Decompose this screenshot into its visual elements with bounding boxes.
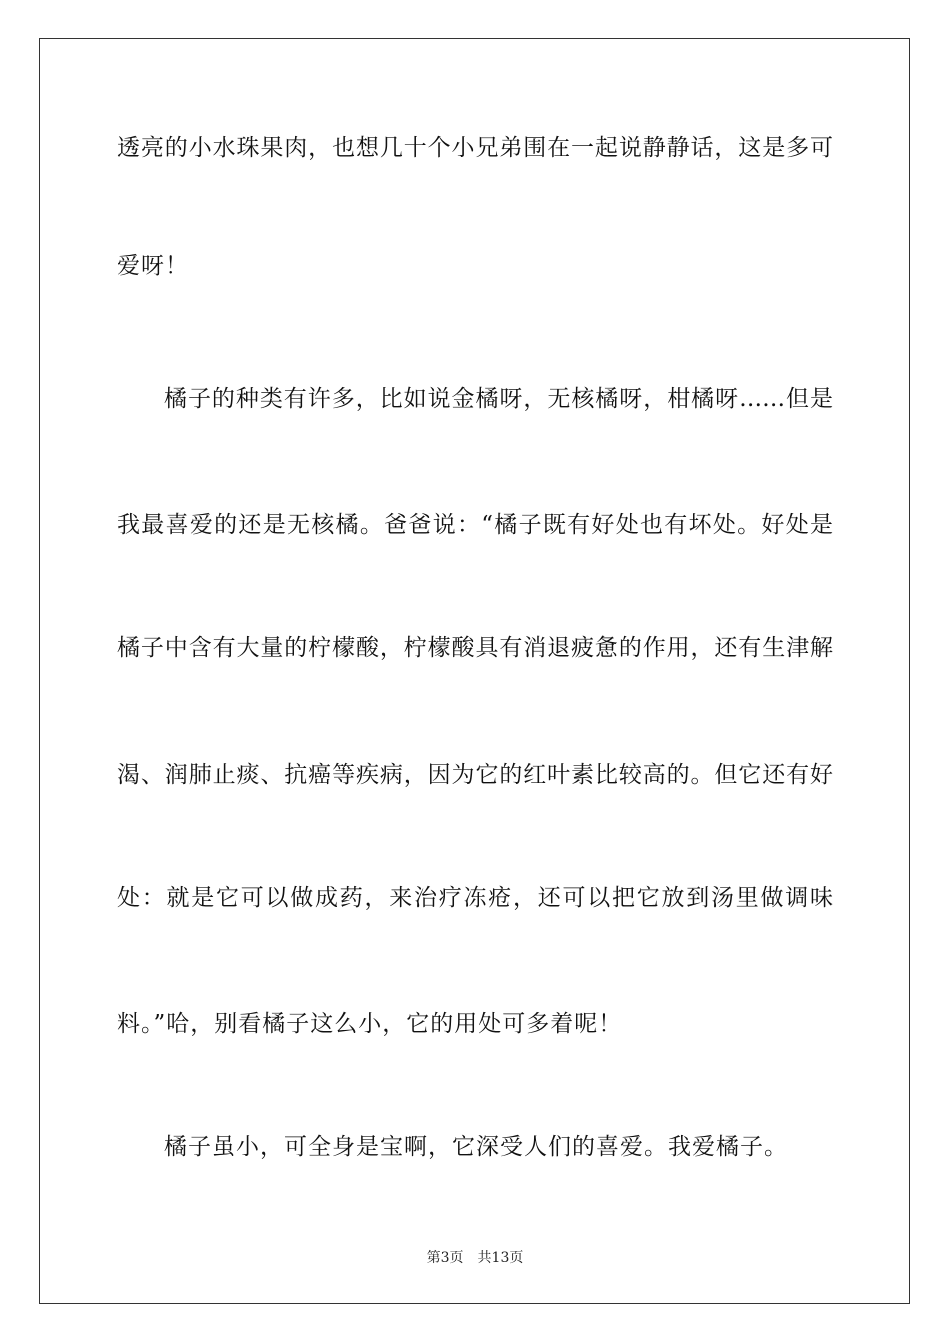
page-footer bbox=[0, 1248, 950, 1268]
text-line: 橘子中含有大量的柠檬酸，柠檬酸具有消退疲惫的作用，还有生津解 bbox=[117, 635, 833, 661]
text-line: 处：就是它可以做成药，来治疗冻疮，还可以把它放到汤里做调味 bbox=[117, 885, 833, 911]
paragraph-start-line: 橘子虽小，可全身是宝啊，它深受人们的喜爱。我爱橘子。 bbox=[164, 1134, 788, 1160]
text-line: 我最喜爱的还是无核橘。爸爸说：“橘子既有好处也有坏处。好处是 bbox=[117, 512, 833, 538]
page-number: 第3页 bbox=[426, 1250, 464, 1266]
page-border bbox=[39, 38, 910, 1304]
text-line: 透亮的小水珠果肉，也想几十个小兄弟围在一起说静静话，这是多可 bbox=[117, 135, 833, 161]
text-line: 爱呀！ bbox=[117, 253, 189, 279]
page-total: 共13页 bbox=[477, 1250, 524, 1266]
text-line: 料。”哈，别看橘子这么小，它的用处可多着呢！ bbox=[117, 1011, 623, 1037]
paragraph-start-line: 橘子的种类有许多，比如说金橘呀，无核橘呀，柑橘呀……但是 bbox=[164, 386, 833, 412]
text-line: 渴、润肺止痰、抗癌等疾病，因为它的红叶素比较高的。但它还有好 bbox=[117, 762, 833, 788]
